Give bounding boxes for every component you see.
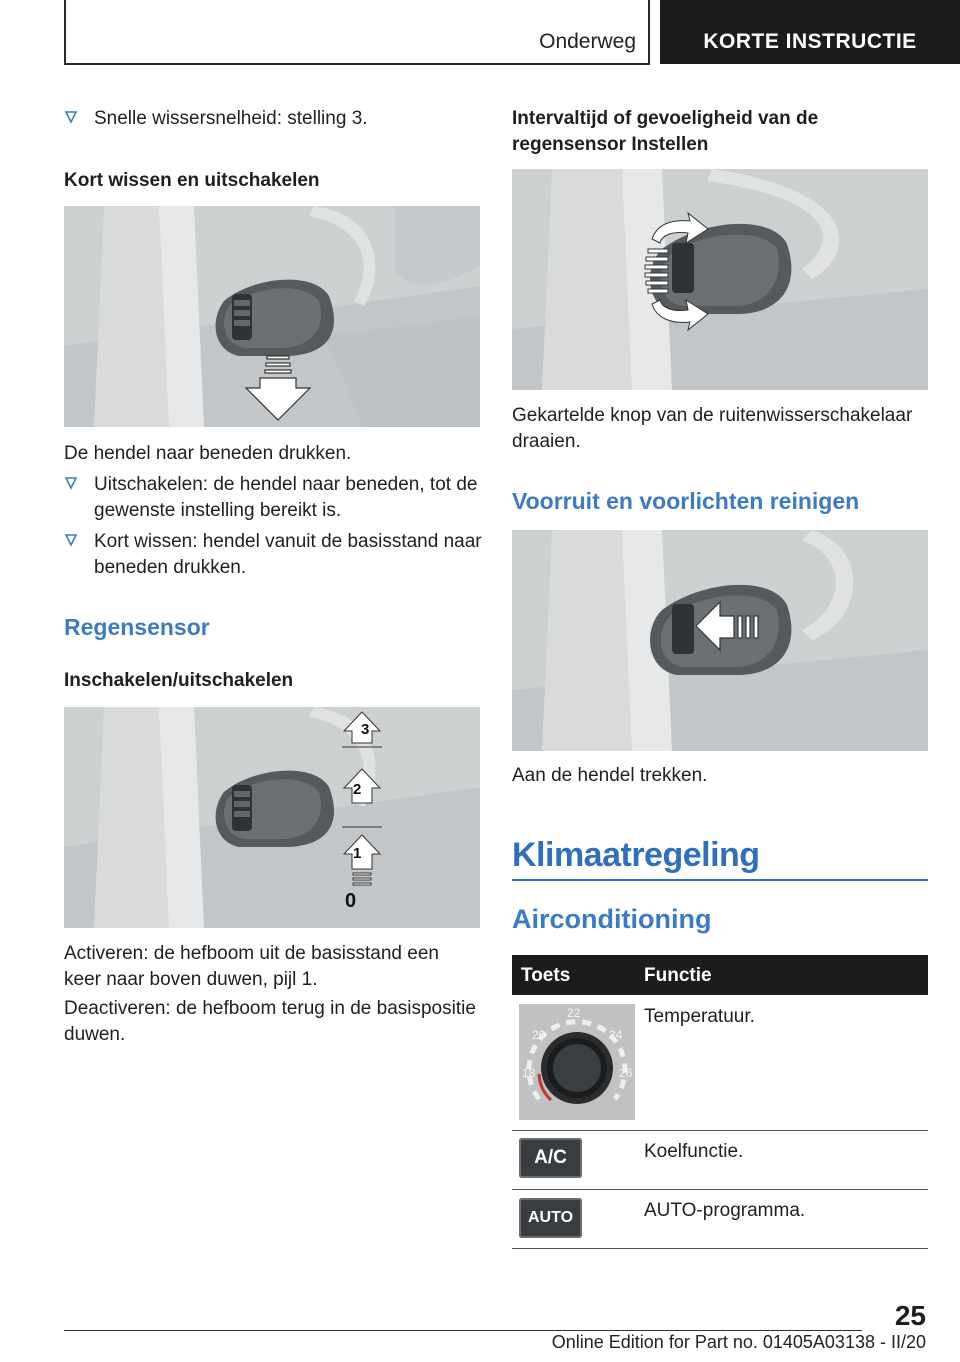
footer-rule: [64, 1330, 862, 1331]
function-cooling: Koelfunctie.: [644, 1141, 744, 1162]
section-title: Onderweg: [539, 30, 636, 53]
knob-rotation-figure: [512, 169, 928, 390]
position-label-3: 3: [361, 721, 370, 738]
dial-label-26: 26: [619, 1066, 633, 1080]
dial-label-24: 24: [609, 1028, 623, 1042]
interval-heading: Intervaltijd of gevoeligheid van de regensensor Instellen: [512, 108, 819, 155]
position-label-1: 1: [353, 845, 362, 862]
header-separator: [648, 0, 650, 64]
clean-heading: Voorruit en voorlichten reinigen: [512, 488, 860, 514]
kort-wissen-heading: Kort wissen en uitschakelen: [64, 170, 320, 191]
dial-label-18: 18: [522, 1066, 536, 1080]
bullet-fast-text: Snelle wissersnelheid: stelling 3.: [94, 108, 368, 129]
press-down-text: De hendel naar beneden drukken.: [64, 443, 352, 464]
function-auto-program: AUTO-programma.: [644, 1200, 806, 1221]
table-row: [512, 1190, 928, 1248]
row-divider: [512, 1248, 928, 1249]
bullet-switch-off: [64, 472, 510, 524]
temperature-dial-icon[interactable]: [519, 1004, 635, 1120]
rain-sensor-figure: [64, 707, 480, 928]
dial-label-20: 20: [532, 1028, 546, 1042]
page-number: 25: [894, 1300, 926, 1331]
pull-lever-text: Aan de hendel trekken.: [512, 765, 708, 786]
function-temperature: Temperatuur.: [644, 1006, 755, 1027]
bullet-off-text: Uitschakelen: de hendel naar beneden, tot de gewenste instelling bereikt is.: [94, 474, 478, 521]
pull-lever-figure: [512, 530, 928, 751]
table-header: [512, 955, 928, 995]
airconditioning-heading: Airconditioning: [512, 904, 712, 934]
chapter-tab[interactable]: KORTE INSTRUCTIE: [660, 0, 960, 64]
edition-footer: Online Edition for Part no. 01405A03138 - II/20: [551, 1332, 926, 1352]
position-label-2: 2: [353, 781, 362, 798]
turn-knob-text: Gekartelde knop van de ruitenwisserschakelaar draaien.: [512, 405, 913, 452]
regensensor-heading: Regensensor: [64, 614, 210, 640]
header-rule-bottom: [64, 63, 650, 65]
bullet-short-wipe: [64, 529, 510, 581]
klimaat-heading-rule: [512, 879, 928, 881]
bullet-fast-speed: [64, 106, 510, 132]
lever-press-down-figure: [64, 206, 480, 427]
ac-button-icon[interactable]: A/C: [519, 1138, 582, 1178]
auto-button-icon[interactable]: AUTO: [519, 1198, 582, 1238]
triangle-bullet-icon: [64, 532, 78, 548]
inschakelen-heading: Inschakelen/uitschakelen: [64, 670, 294, 691]
column-header-toets: Toets: [521, 965, 571, 986]
header-rule-left: [64, 0, 66, 64]
table-row: [512, 1131, 928, 1189]
activate-text: Activeren: de hefboom uit de basisstand een keer naar boven duwen, pijl 1.: [64, 943, 439, 990]
bullet-short-text: Kort wissen: hendel vanuit de basisstand naar beneden drukken.: [94, 531, 482, 578]
dial-label-22: 22: [567, 1006, 581, 1020]
table-row: [512, 995, 928, 1130]
triangle-bullet-icon: [64, 109, 78, 125]
triangle-bullet-icon: [64, 475, 78, 491]
klimaatregeling-heading: Klimaatregeling: [512, 836, 760, 874]
position-label-0: 0: [345, 890, 357, 912]
deactivate-text: Deactiveren: de hefboom terug in de basispositie duwen.: [64, 998, 476, 1045]
column-header-functie: Functie: [644, 965, 712, 986]
